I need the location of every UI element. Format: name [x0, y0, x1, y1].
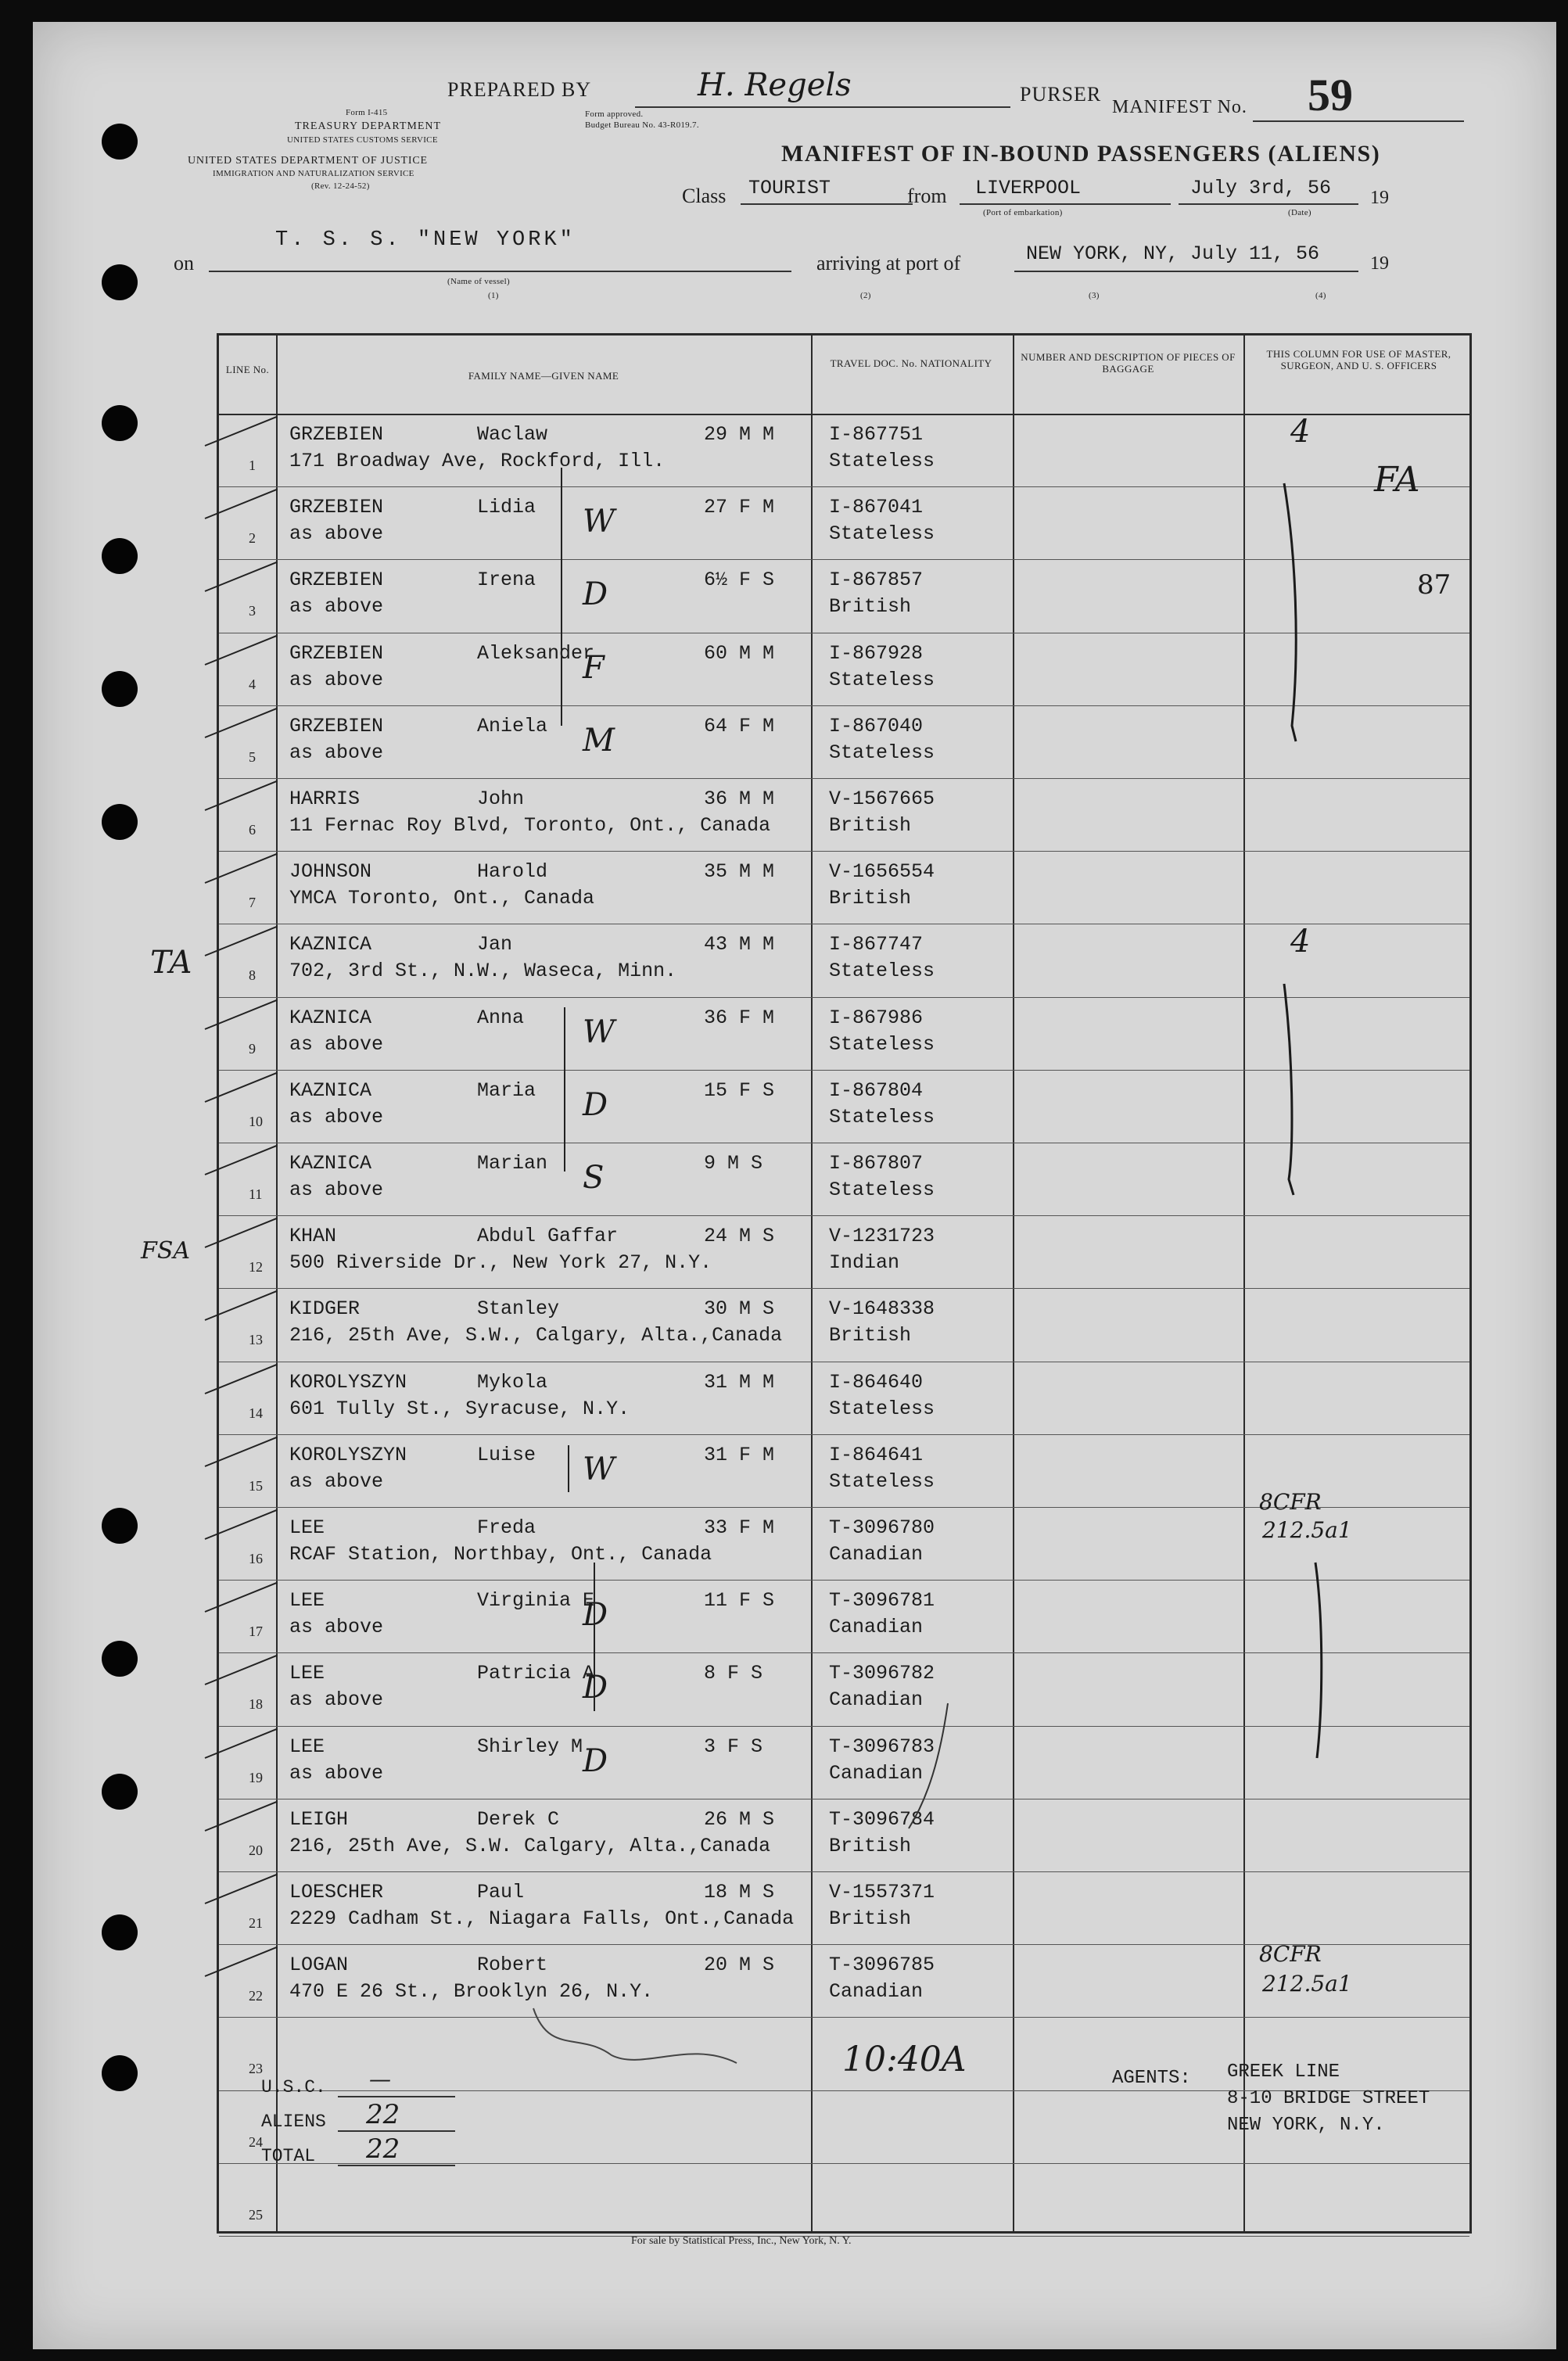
- age-sex-status: 64 F M: [704, 714, 775, 737]
- age-sex-status: 29 M M: [704, 423, 775, 446]
- nationality: Stateless: [829, 1032, 935, 1056]
- annotation-fsa: FSA: [141, 1237, 191, 1265]
- manifest-number: 59: [1308, 70, 1353, 120]
- age-sex-status: 60 M M: [704, 641, 775, 665]
- line-number: 14: [249, 1405, 263, 1421]
- family-name: LEE: [289, 1735, 325, 1758]
- age-sex-status: 31 F M: [704, 1443, 775, 1466]
- line-number: 21: [249, 1915, 263, 1931]
- age-sex-status: 9 M S: [704, 1152, 763, 1175]
- nationality: Stateless: [829, 668, 935, 691]
- address: 11 Fernac Roy Blvd, Toronto, Ont., Canada: [289, 814, 771, 837]
- annotation-212-1: 212.5a1: [1262, 1517, 1352, 1543]
- officer-mark: W: [583, 1014, 615, 1050]
- departure-date: July 3rd, 56: [1190, 177, 1332, 199]
- given-name: John: [477, 788, 525, 810]
- nationality: Indian: [829, 1251, 900, 1275]
- line-number: 3: [249, 603, 256, 619]
- address: as above: [289, 1105, 384, 1128]
- age-sex-status: 36 F M: [704, 1006, 775, 1029]
- officer-mark: D: [583, 1086, 608, 1123]
- from-label: from: [907, 185, 947, 207]
- nationality: British: [829, 1324, 912, 1347]
- age-sex-status: 43 M M: [704, 933, 775, 956]
- annotation-8cfr-1: 8CFR: [1259, 1489, 1322, 1515]
- family-name: GRZEBIEN: [289, 496, 384, 519]
- annotation-ta: TA: [150, 945, 192, 981]
- line-number: 8: [249, 967, 256, 984]
- age-sex-status: 8 F S: [704, 1662, 763, 1685]
- address: 2229 Cadham St., Niagara Falls, Ont.,Canada: [289, 1907, 795, 1930]
- officer-mark: W: [583, 504, 615, 540]
- given-name: Patricia A: [477, 1662, 595, 1685]
- travel-doc-number: I-864640: [829, 1370, 924, 1394]
- officer-mark: D: [583, 576, 608, 613]
- travel-doc-number: T-3096781: [829, 1589, 935, 1613]
- family-name: KHAN: [289, 1225, 337, 1248]
- prepared-by-label: PREPARED BY: [447, 78, 592, 101]
- header-name: FAMILY NAME—GIVEN NAME: [468, 370, 619, 382]
- customs-service: UNITED STATES CUSTOMS SERVICE: [287, 135, 438, 145]
- revision: (Rev. 12-24-52): [311, 181, 370, 191]
- line-number: 25: [249, 2206, 263, 2223]
- family-name: GRZEBIEN: [289, 423, 384, 446]
- travel-doc-number: I-867986: [829, 1006, 924, 1029]
- travel-doc-number: I-867807: [829, 1152, 924, 1175]
- address: as above: [289, 1179, 384, 1201]
- date-year-suffix: 19: [1370, 188, 1389, 208]
- line-number: 16: [249, 1551, 263, 1566]
- given-name: Freda: [477, 1516, 536, 1539]
- nationality: British: [829, 887, 912, 910]
- line-number: 11: [249, 1186, 263, 1202]
- line-number: 24: [249, 2133, 263, 2150]
- given-name: Shirley M: [477, 1735, 583, 1758]
- age-sex-status: 36 M M: [704, 788, 775, 810]
- age-sex-status: 3 F S: [704, 1735, 763, 1758]
- officer-mark: D: [583, 1742, 608, 1779]
- line-number: 18: [249, 1696, 263, 1713]
- line-number: 20: [249, 1842, 263, 1858]
- family-name: HARRIS: [289, 788, 361, 810]
- family-name: LEE: [289, 1662, 325, 1685]
- travel-doc-number: T-3096782: [829, 1662, 935, 1685]
- family-name: GRZEBIEN: [289, 641, 384, 665]
- age-sex-status: 27 F M: [704, 496, 775, 519]
- travel-doc-number: I-867857: [829, 569, 924, 592]
- address: 470 E 26 St., Brooklyn 26, N.Y.: [289, 1980, 654, 2004]
- given-name: Stanley: [477, 1297, 560, 1321]
- given-name: Harold: [477, 860, 548, 884]
- nationality: British: [829, 1907, 912, 1930]
- family-name: JOHNSON: [289, 860, 372, 884]
- caption-1: (1): [488, 291, 499, 300]
- address: 216, 25th Ave, S.W. Calgary, Alta.,Canada: [289, 1834, 771, 1857]
- total-value: 22: [366, 2133, 400, 2165]
- officer-mark: 4: [1290, 414, 1311, 450]
- line-number: 5: [249, 748, 256, 765]
- address: as above: [289, 1688, 384, 1712]
- given-name: Virginia E: [477, 1589, 595, 1613]
- address: as above: [289, 1469, 384, 1493]
- nationality: Canadian: [829, 1761, 924, 1785]
- address: as above: [289, 668, 384, 691]
- age-sex-status: 18 M S: [704, 1881, 775, 1904]
- hand-drawn-brackets: [33, 22, 1556, 2349]
- officer-mark: M: [583, 722, 615, 759]
- nationality: Stateless: [829, 450, 935, 472]
- nationality: Stateless: [829, 741, 935, 764]
- nationality: Stateless: [829, 960, 935, 983]
- usc-value: —: [369, 2066, 391, 2092]
- purser-label: PURSER: [1020, 83, 1102, 106]
- class-label: Class: [682, 185, 727, 207]
- travel-doc-number: V-1231723: [829, 1225, 935, 1248]
- agents-label: AGENTS:: [1112, 2068, 1191, 2089]
- given-name: Luise: [477, 1443, 536, 1466]
- age-sex-status: 35 M M: [704, 860, 775, 884]
- caption-3: (3): [1089, 291, 1100, 300]
- annotation-87: 87: [1417, 569, 1451, 601]
- budget-bureau: Budget Bureau No. 43-R019.7.: [585, 120, 699, 130]
- address: 171 Broadway Ave, Rockford, Ill.: [289, 450, 666, 472]
- family-name: KAZNICA: [289, 1006, 372, 1029]
- nationality: Canadian: [829, 1688, 924, 1712]
- age-sex-status: 26 M S: [704, 1807, 775, 1831]
- line-number: 7: [249, 895, 256, 911]
- line-number: 4: [249, 676, 256, 692]
- class-value: TOURIST: [748, 177, 831, 199]
- travel-doc-number: I-867751: [829, 423, 924, 446]
- line-number: 23: [249, 2061, 263, 2077]
- travel-doc-number: I-867747: [829, 933, 924, 956]
- manifest-page: [33, 22, 1556, 2349]
- officer-mark: W: [583, 1451, 615, 1487]
- treasury-dept: TREASURY DEPARTMENT: [295, 120, 442, 132]
- address: YMCA Toronto, Ont., Canada: [289, 887, 595, 910]
- line-number: 1: [249, 457, 256, 473]
- manifest-no-label: MANIFEST No.: [1112, 97, 1247, 117]
- address: as above: [289, 595, 384, 619]
- agent-line-3: NEW YORK, N.Y.: [1227, 2115, 1385, 2136]
- family-name: LEIGH: [289, 1807, 349, 1831]
- nationality: Stateless: [829, 1397, 935, 1420]
- header-officers: THIS COLUMN FOR USE OF MASTER, SURGEON, AND U. S. OFFICERS: [1266, 348, 1451, 371]
- line-number: 13: [249, 1332, 263, 1348]
- age-sex-status: 11 F S: [704, 1589, 775, 1613]
- agent-line-1: GREEK LINE: [1227, 2061, 1340, 2083]
- family-name: KIDGER: [289, 1297, 361, 1321]
- officer-mark: D: [583, 1670, 608, 1706]
- vessel-caption: (Name of vessel): [447, 277, 510, 286]
- address: RCAF Station, Northbay, Ont., Canada: [289, 1543, 712, 1566]
- travel-doc-number: T-3096785: [829, 1954, 935, 1977]
- arriving-label: arriving at port of: [816, 252, 961, 274]
- caption-4: (4): [1315, 291, 1326, 300]
- given-name: Anna: [477, 1006, 525, 1029]
- header-baggage: NUMBER AND DESCRIPTION OF PIECES OF BAGGAGE: [1021, 351, 1236, 375]
- printer-footer: For sale by Statistical Press, Inc., New York, N. Y.: [631, 2235, 852, 2247]
- arrival-year-suffix: 19: [1370, 253, 1389, 274]
- age-sex-status: 15 F S: [704, 1078, 775, 1102]
- given-name: Paul: [477, 1881, 525, 1904]
- prepared-by-signature: H. Regels: [698, 67, 852, 103]
- total-label: TOTAL: [261, 2146, 316, 2166]
- aliens-label: ALIENS: [261, 2112, 326, 2132]
- date-caption: (Date): [1288, 208, 1311, 217]
- header-travel-doc: TRAVEL DOC. No. NATIONALITY: [830, 357, 992, 369]
- manifest-title: MANIFEST OF IN-BOUND PASSENGERS (ALIENS): [781, 141, 1381, 167]
- family-name: GRZEBIEN: [289, 569, 384, 592]
- address: 601 Tully St., Syracuse, N.Y.: [289, 1397, 630, 1420]
- address: as above: [289, 522, 384, 546]
- nationality: British: [829, 595, 912, 619]
- family-name: LOESCHER: [289, 1881, 384, 1904]
- travel-doc-number: T-3096783: [829, 1735, 935, 1758]
- nationality: British: [829, 814, 912, 837]
- address: 702, 3rd St., N.W., Waseca, Minn.: [289, 960, 677, 983]
- nationality: Stateless: [829, 1179, 935, 1201]
- family-name: KOROLYSZYN: [289, 1370, 407, 1394]
- ins-service: IMMIGRATION AND NATURALIZATION SERVICE: [213, 169, 414, 178]
- family-name: KAZNICA: [289, 933, 372, 956]
- address: as above: [289, 1761, 384, 1785]
- line-number: 22: [249, 1988, 263, 2004]
- given-name: Aniela: [477, 714, 548, 737]
- officer-mark: S: [583, 1160, 605, 1196]
- age-sex-status: 24 M S: [704, 1225, 775, 1248]
- address: 500 Riverside Dr., New York 27, N.Y.: [289, 1251, 712, 1275]
- given-name: Abdul Gaffar: [477, 1225, 619, 1248]
- port-embark-caption: (Port of embarkation): [983, 208, 1063, 217]
- on-label: on: [174, 252, 194, 274]
- given-name: Lidia: [477, 496, 536, 519]
- line-number: 6: [249, 822, 256, 838]
- officer-mark: D: [583, 1597, 608, 1634]
- vessel-name: T. S. S. "NEW YORK": [275, 228, 576, 252]
- address: as above: [289, 1032, 384, 1056]
- officer-mark: 4: [1290, 924, 1311, 960]
- nationality: Canadian: [829, 1616, 924, 1639]
- usc-label: U.S.C.: [261, 2077, 326, 2097]
- given-name: Jan: [477, 933, 513, 956]
- family-name: KOROLYSZYN: [289, 1443, 407, 1466]
- family-name: LEE: [289, 1516, 325, 1539]
- form-id: Form I-415: [346, 108, 388, 117]
- line-number: 2: [249, 530, 256, 547]
- family-name: LOGAN: [289, 1954, 349, 1977]
- caption-2: (2): [860, 291, 871, 300]
- travel-doc-number: I-867041: [829, 496, 924, 519]
- given-name: Robert: [477, 1954, 548, 1977]
- family-name: KAZNICA: [289, 1078, 372, 1102]
- age-sex-status: 20 M S: [704, 1954, 775, 1977]
- annotation-fa: FA: [1374, 460, 1420, 500]
- address: as above: [289, 741, 384, 764]
- travel-doc-number: V-1648338: [829, 1297, 935, 1321]
- given-name: Irena: [477, 569, 536, 592]
- travel-doc-number: I-867928: [829, 641, 924, 665]
- form-approved: Form approved.: [585, 109, 644, 119]
- annotation-time-stamp: 10:40A: [842, 2040, 967, 2079]
- nationality: Stateless: [829, 522, 935, 546]
- address: 216, 25th Ave, S.W., Calgary, Alta.,Canada: [289, 1324, 783, 1347]
- header-line-no: LINE No.: [225, 364, 270, 375]
- age-sex-status: 6½ F S: [704, 569, 775, 592]
- annotation-212-2: 212.5a1: [1262, 1971, 1352, 1997]
- age-sex-status: 31 M M: [704, 1370, 775, 1394]
- arrival-port-date: NEW YORK, NY, July 11, 56: [1026, 242, 1320, 265]
- address: as above: [289, 1616, 384, 1639]
- travel-doc-number: I-864641: [829, 1443, 924, 1466]
- travel-doc-number: V-1656554: [829, 860, 935, 884]
- travel-doc-number: I-867040: [829, 714, 924, 737]
- given-name: Derek C: [477, 1807, 560, 1831]
- nationality: Stateless: [829, 1105, 935, 1128]
- aliens-value: 22: [366, 2099, 400, 2130]
- line-number: 10: [249, 1113, 263, 1129]
- justice-dept: UNITED STATES DEPARTMENT OF JUSTICE: [188, 155, 428, 167]
- officer-mark: F: [583, 649, 605, 686]
- family-name: KAZNICA: [289, 1152, 372, 1175]
- line-number: 9: [249, 1040, 256, 1057]
- age-sex-status: 30 M S: [704, 1297, 775, 1321]
- travel-doc-number: V-1567665: [829, 788, 935, 810]
- given-name: Marian: [477, 1152, 548, 1175]
- line-number: 12: [249, 1259, 263, 1276]
- from-value: LIVERPOOL: [975, 177, 1082, 199]
- given-name: Mykola: [477, 1370, 548, 1394]
- line-number: 19: [249, 1769, 263, 1785]
- travel-doc-number: T-3096784: [829, 1807, 935, 1831]
- travel-doc-number: I-867804: [829, 1078, 924, 1102]
- given-name: Aleksander: [477, 641, 595, 665]
- nationality: British: [829, 1834, 912, 1857]
- age-sex-status: 33 F M: [704, 1516, 775, 1539]
- nationality: Canadian: [829, 1543, 924, 1566]
- given-name: Waclaw: [477, 423, 548, 446]
- family-name: LEE: [289, 1589, 325, 1613]
- line-number: 15: [249, 1477, 263, 1494]
- agent-line-2: 8-10 BRIDGE STREET: [1227, 2088, 1430, 2109]
- annotation-8cfr-2: 8CFR: [1259, 1941, 1322, 1967]
- line-number: 17: [249, 1624, 263, 1640]
- travel-doc-number: T-3096780: [829, 1516, 935, 1539]
- travel-doc-number: V-1557371: [829, 1881, 935, 1904]
- nationality: Stateless: [829, 1469, 935, 1493]
- nationality: Canadian: [829, 1980, 924, 2004]
- family-name: GRZEBIEN: [289, 714, 384, 737]
- given-name: Maria: [477, 1078, 536, 1102]
